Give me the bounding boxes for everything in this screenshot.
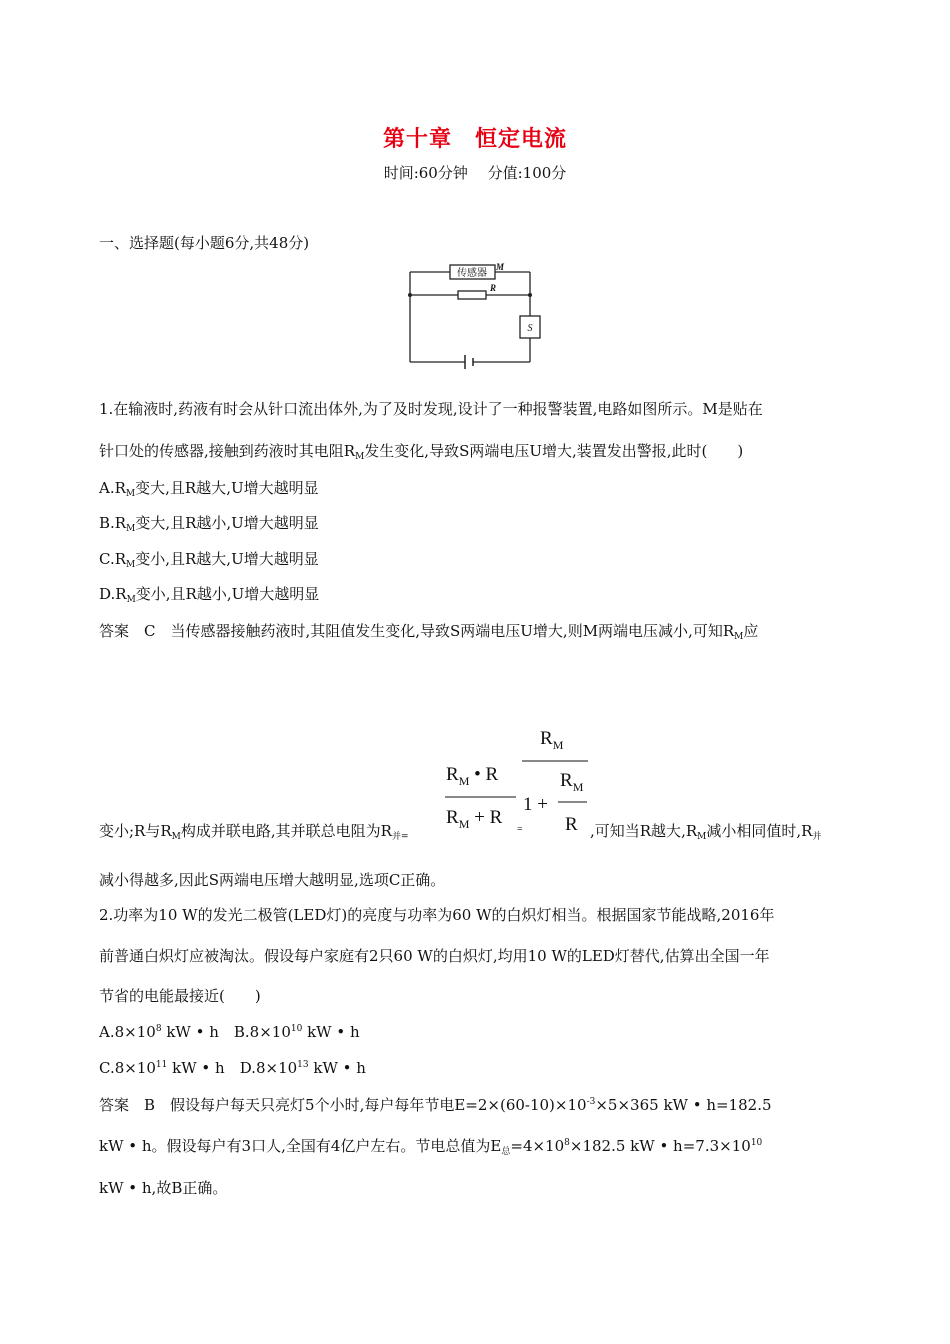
m-label: M bbox=[496, 262, 505, 272]
q1-option-a: $A.R_M$变大,且R越大,U增大越明显 bbox=[99, 479, 319, 499]
formula-left-numerator: $R_M$ • R bbox=[446, 764, 499, 788]
q2-answer-line1: 答案 B 假设每户每天只亮灯5个小时,每户每年节电$E=2\times(60-10)\times 10^{-3}\times 5\times 365$ kW • h=182.5 bbox=[99, 1096, 772, 1114]
q2-line3: 节省的电能最接近( ) bbox=[99, 987, 261, 1005]
q2-answer-line3: kW • h,故B正确。 bbox=[99, 1179, 228, 1197]
q2-options-cd: $C.8\times 10^{11}$ kW • h $D.8\times 10^{13}$ kW • h bbox=[99, 1059, 366, 1077]
formula-right-numerator: $R_M$ bbox=[540, 728, 564, 752]
section-heading: 一、选择题(每小题6分,共48分) bbox=[99, 234, 310, 252]
s-label: S bbox=[527, 323, 533, 334]
formula-one-plus: 1 + bbox=[523, 794, 548, 815]
sensor-label: 传感器 bbox=[457, 268, 487, 279]
q1-line1: 1.在输液时,药液有时会从针口流出体外,为了及时发现,设计了一种报警装置,电路如图所示。M是贴在 bbox=[99, 400, 763, 418]
q2-answer-line2: kW • h。假设每户有3口人,全国有4亿户左右。节电总值为$E_总=4\times 10^8\times 182.5$ kW • $h=7.3\times 10^{10}$ bbox=[99, 1137, 763, 1157]
q1-option-b: $B.R_M$变大,且R越小,U增大越明显 bbox=[99, 514, 319, 534]
page-title: 第十章 恒定电流 bbox=[382, 126, 567, 152]
junction-dot bbox=[408, 293, 412, 297]
formula-equals-1: = bbox=[517, 824, 523, 835]
parallel-resistance-formula bbox=[440, 722, 590, 842]
q1-answer-cont-left: 变小;R与$R_M$构成并联电路,其并联总电阻为$R_{并=}$ bbox=[99, 822, 409, 842]
q2-options-ab: $A.8\times 10^8$ kW • h $B.8\times 10^{10}$ kW • h bbox=[99, 1023, 360, 1041]
formula-left-denominator: $R_M + R$ bbox=[446, 807, 503, 831]
q2-line1: 2.功率为10 W的发光二极管(LED灯)的亮度与功率为60 W的白炽灯相当。根据国家节能战略,2016年 bbox=[99, 906, 775, 924]
formula-inner-numerator: $R_M$ bbox=[560, 770, 584, 794]
q2-line2: 前普通白炽灯应被淘汰。假设每户家庭有2只60 W的白炽灯,均用10 W的LED灯替代,估算出全国一年 bbox=[99, 947, 770, 965]
junction-dot bbox=[528, 293, 532, 297]
formula-inner-denominator: R bbox=[565, 814, 578, 835]
battery-symbol bbox=[465, 355, 473, 369]
page-subtitle: 时间:60分钟 分值:100分 bbox=[383, 164, 567, 182]
q1-line2: 针口处的传感器,接触到药液时其电阻$R_M$发生变化,导致S两端电压U增大,装置发出警报,此时( ) bbox=[99, 442, 744, 462]
resistor-r bbox=[458, 291, 486, 299]
q1-answer-end: 减小得越多,因此S两端电压增大越明显,选项C正确。 bbox=[99, 871, 446, 889]
circuit-diagram bbox=[400, 262, 550, 372]
q1-option-c: $C.R_M$变小,且R越大,U增大越明显 bbox=[99, 550, 319, 570]
r-label: R bbox=[490, 283, 497, 293]
q1-option-d: $D.R_M$变小,且R越小,U增大越明显 bbox=[99, 585, 320, 605]
q1-answer-cont-right: ,可知当R越大$,R_M$减小相同值时$,R_并$ bbox=[590, 822, 822, 842]
q1-answer: 答案 C 当传感器接触药液时,其阻值发生变化,导致S两端电压U增大,则M两端电压减小,可知$R_M$应 bbox=[99, 622, 759, 642]
